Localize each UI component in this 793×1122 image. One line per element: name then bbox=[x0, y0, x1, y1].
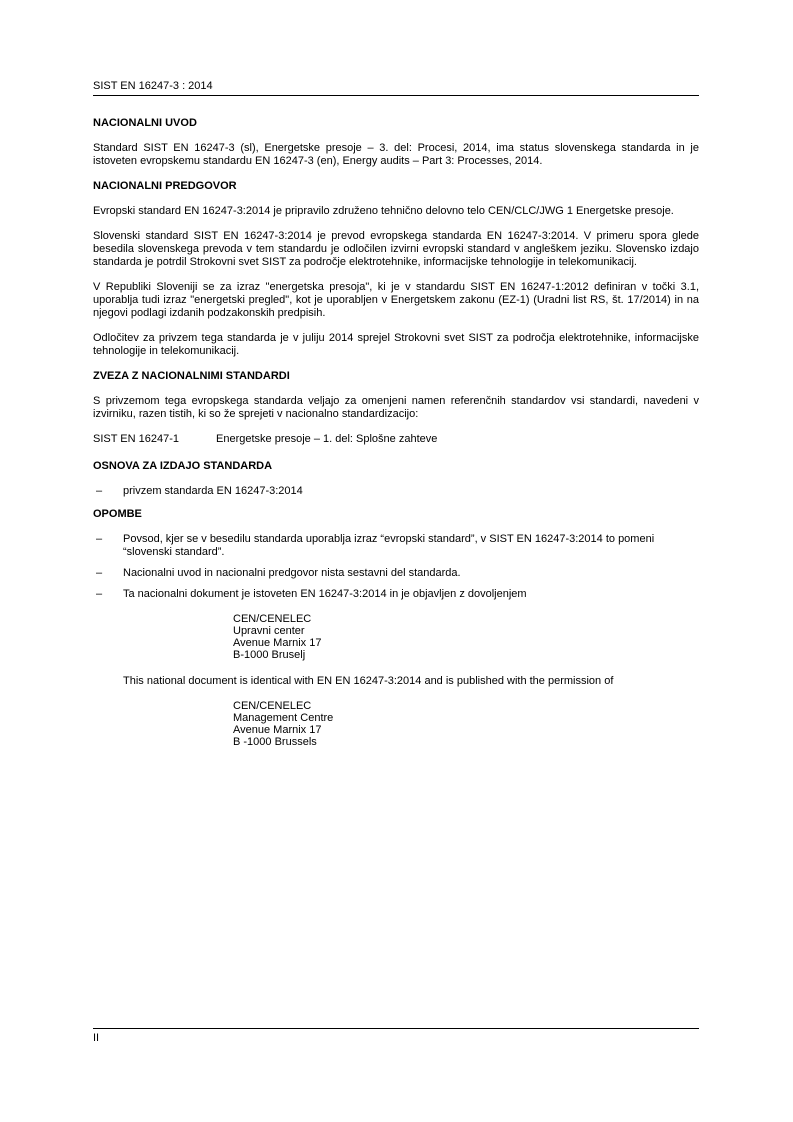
dash-bullet: – bbox=[96, 567, 103, 579]
list-item: – privzem standarda EN 16247-3:2014 bbox=[96, 485, 303, 497]
heading-nacionalni-predgovor: NACIONALNI PREDGOVOR bbox=[93, 180, 237, 192]
address-english: CEN/CENELEC Management Centre Avenue Marnix 17 B -1000 Brussels bbox=[233, 700, 334, 748]
heading-nacionalni-uvod: NACIONALNI UVOD bbox=[93, 117, 197, 129]
heading-zveza: ZVEZA Z NACIONALNIMI STANDARDI bbox=[93, 370, 290, 382]
reference-title: Energetske presoje – 1. del: Splošne zahteve bbox=[216, 433, 438, 445]
uvod-paragraph: Standard SIST EN 16247-3 (sl), Energetske presoje – 3. del: Procesi, 2014, ima status slovenskega standarda in je istoveten evropskemu standardu EN 16247-3 (en), Energy audits – Part 3: Processes, 2014. bbox=[93, 142, 699, 167]
dash-bullet: – bbox=[96, 485, 103, 497]
address-slovenian: CEN/CENELEC Upravni center Avenue Marnix 17 B-1000 Bruselj bbox=[233, 613, 322, 661]
reference-row bbox=[93, 433, 699, 446]
osnova-list bbox=[93, 485, 699, 498]
zveza-paragraph: S privzemom tega evropskega standarda veljajo za omenjeni namen referenčnih standardov vsi standardi, navedeni v izvirniku, razen tistih, ki so že sprejeti v nacionalno standardizacijo: bbox=[93, 395, 699, 420]
english-note: This national document is identical with EN EN 16247-3:2014 and is published with the permission of bbox=[123, 675, 614, 687]
reference-code: SIST EN 16247-1 bbox=[93, 433, 180, 445]
predgovor-paragraph-1: Evropski standard EN 16247-3:2014 je pripravilo združeno tehnično delovno telo CEN/CLC/JWG 1 Energetske presoje. bbox=[93, 205, 674, 217]
predgovor-paragraph-4: Odločitev za privzem tega standarda je v juliju 2014 sprejel Strokovni svet SIST za področja elektrotehnike, informacijske tehnologije in telekomunikacij. bbox=[93, 332, 699, 357]
header-title: SIST EN 16247-3 : 2014 bbox=[93, 80, 213, 92]
page-footer bbox=[93, 1028, 699, 1044]
predgovor-paragraph-3: V Republiki Sloveniji se za izraz "energetska presoja", ki je v standardu SIST EN 16247-1:2012 definiran v točki 3.1, uporablja tudi izraz "energetski pregled", kot je uporabljen v Energetskem zakonu (EZ-1) (Uradni list RS, št. 17/2014) in na njegovi podlagi izdanih podzakonskih predpisih. bbox=[93, 281, 699, 319]
page-header bbox=[93, 80, 699, 96]
document-body bbox=[93, 117, 699, 762]
heading-osnova: OSNOVA ZA IZDAJO STANDARDA bbox=[93, 460, 273, 472]
list-item: – Ta nacionalni dokument je istoveten EN 16247-3:2014 in je objavljen z dovoljenjem bbox=[96, 588, 527, 600]
list-item: – Nacionalni uvod in nacionalni predgovor nista sestavni del standarda. bbox=[96, 567, 461, 579]
predgovor-paragraph-2: Slovenski standard SIST EN 16247-3:2014 je prevod evropskega standarda EN 16247-3:2014. V primeru spora glede besedila slovenskega prevoda v tem standardu je odločilen izvirni evropski standard v angleškem jeziku. Slovensko izdajo standarda je potrdil Strokovni svet SIST za področje elektrotehnike, informacijske tehnologije in telekomunikacij. bbox=[93, 230, 699, 268]
page-number: II bbox=[93, 1032, 100, 1044]
list-item: – Povsod, kjer se v besedilu standarda uporablja izraz “evropski standard”, v SIST EN 16247-3:2014 to pomeni “slovenski standard”. bbox=[96, 533, 655, 558]
dash-bullet: – bbox=[96, 588, 103, 600]
opombe-list bbox=[93, 533, 699, 601]
heading-opombe: OPOMBE bbox=[93, 508, 142, 520]
dash-bullet: – bbox=[96, 533, 103, 545]
